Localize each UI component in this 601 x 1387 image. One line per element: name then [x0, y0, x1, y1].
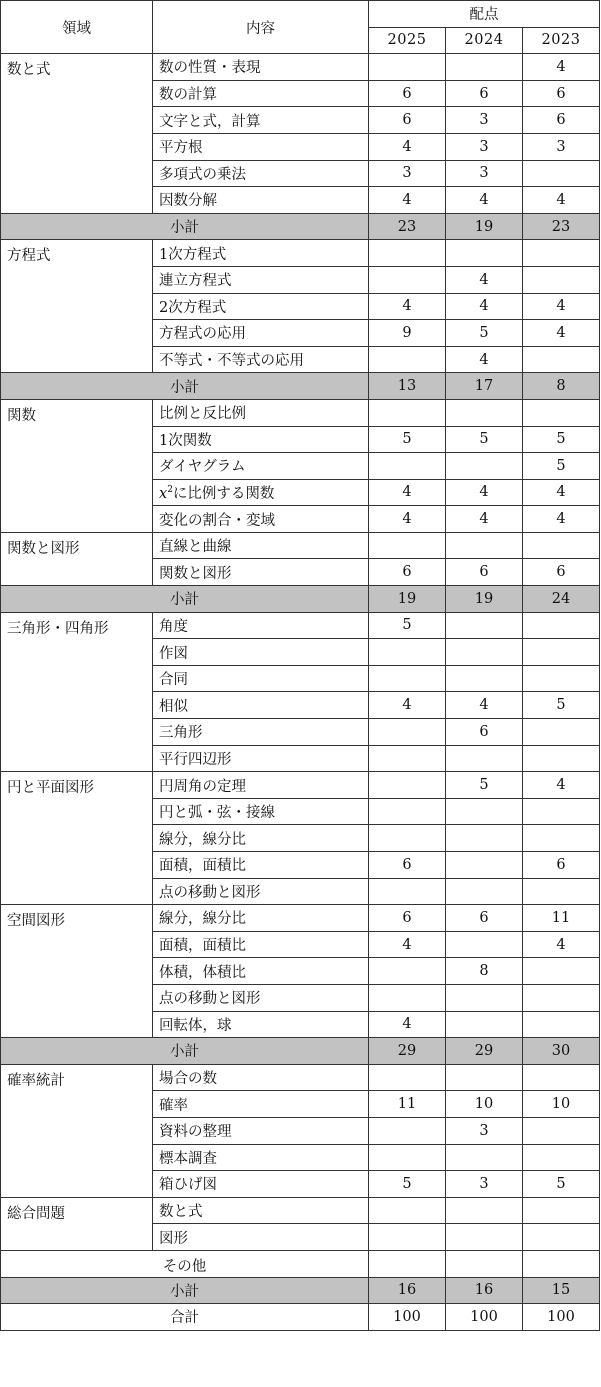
area-cell: 確率統計	[1, 1064, 153, 1197]
score-cell: 3	[446, 133, 523, 160]
subtotal-row	[1, 586, 600, 613]
score-cell: 6	[369, 80, 446, 107]
content-cell: 1次方程式	[153, 240, 369, 267]
score-cell: 6	[523, 80, 600, 107]
score-cell: 5	[523, 692, 600, 719]
score-cell	[523, 665, 600, 692]
score-cell: 5	[523, 1171, 600, 1198]
score-cell: 4	[369, 293, 446, 320]
area-header: 領域	[1, 1, 153, 54]
exponent: 2	[167, 484, 173, 495]
subtotal-value: 16	[369, 1277, 446, 1304]
score-cell	[369, 665, 446, 692]
subtotal-label: 小計	[1, 1038, 369, 1065]
score-cell	[446, 612, 523, 639]
subtotal-label: 小計	[1, 586, 369, 613]
header-row-1	[1, 1, 600, 28]
score-cell	[523, 399, 600, 426]
score-cell	[523, 1117, 600, 1144]
score-cell	[523, 612, 600, 639]
content-cell: 因数分解	[153, 187, 369, 214]
table-row	[1, 532, 600, 559]
total-row	[1, 1304, 600, 1331]
table-row	[1, 1250, 600, 1277]
score-cell: 6	[369, 559, 446, 586]
score-cell	[446, 825, 523, 852]
subtotal-value: 19	[446, 586, 523, 613]
score-cell	[523, 1144, 600, 1171]
subtotal-value: 23	[369, 213, 446, 240]
content-cell: 面積，面積比	[153, 852, 369, 879]
score-cell	[523, 984, 600, 1011]
subtotal-value: 8	[523, 373, 600, 400]
score-cell: 4	[523, 479, 600, 506]
table-row	[1, 54, 600, 81]
subtotal-value: 15	[523, 1277, 600, 1304]
subtotal-label: 小計	[1, 213, 369, 240]
content-cell: 2次方程式	[153, 293, 369, 320]
subtotal-value: 17	[446, 373, 523, 400]
score-cell	[446, 1144, 523, 1171]
score-cell: 4	[523, 772, 600, 799]
area-cell: 三角形・四角形	[1, 612, 153, 772]
subtotal-value: 19	[369, 586, 446, 613]
score-cell	[523, 532, 600, 559]
area-cell: 関数と図形	[1, 532, 153, 585]
score-cell	[369, 54, 446, 81]
subtotal-row	[1, 213, 600, 240]
score-cell	[446, 931, 523, 958]
score-cell: 4	[446, 293, 523, 320]
score-cell: 5	[369, 1171, 446, 1198]
score-cell	[369, 240, 446, 267]
score-cell: 9	[369, 320, 446, 347]
content-cell: 線分，線分比	[153, 905, 369, 932]
content-cell: 三角形	[153, 719, 369, 746]
content-cell: 連立方程式	[153, 266, 369, 293]
content-cell: 方程式の応用	[153, 320, 369, 347]
score-cell	[446, 453, 523, 480]
score-cell	[523, 719, 600, 746]
score-cell	[523, 798, 600, 825]
points-header: 配点	[369, 1, 600, 28]
score-cell	[446, 852, 523, 879]
subtotal-value: 16	[446, 1277, 523, 1304]
score-cell: 6	[523, 559, 600, 586]
score-cell	[369, 1117, 446, 1144]
score-cell: 5	[446, 426, 523, 453]
total-value: 100	[446, 1304, 523, 1331]
total-value: 100	[523, 1304, 600, 1331]
score-cell: 4	[446, 266, 523, 293]
score-cell	[369, 639, 446, 666]
content-cell: 数の計算	[153, 80, 369, 107]
table-row	[1, 905, 600, 932]
score-cell: 5	[369, 426, 446, 453]
score-cell	[523, 1011, 600, 1038]
score-cell: 10	[523, 1091, 600, 1118]
content-cell: 多項式の乗法	[153, 160, 369, 187]
year-header: 2025	[369, 27, 446, 54]
year-header: 2024	[446, 27, 523, 54]
score-cell	[523, 1250, 600, 1277]
content-cell: 点の移動と図形	[153, 984, 369, 1011]
score-cell: 4	[369, 931, 446, 958]
score-cell	[446, 399, 523, 426]
score-cell	[369, 453, 446, 480]
score-cell: 4	[523, 506, 600, 533]
subtotal-value: 23	[523, 213, 600, 240]
content-cell: 直線と曲線	[153, 532, 369, 559]
score-cell: 4	[446, 346, 523, 373]
content-cell: 作図	[153, 639, 369, 666]
score-cell: 4	[446, 692, 523, 719]
content-cell: 箱ひげ図	[153, 1171, 369, 1198]
score-cell: 5	[369, 612, 446, 639]
score-cell: 6	[523, 852, 600, 879]
score-cell: 4	[369, 187, 446, 214]
subtotal-value: 30	[523, 1038, 600, 1065]
area-cell: その他	[1, 1250, 369, 1277]
score-cell	[523, 1197, 600, 1224]
table-row	[1, 240, 600, 267]
content-cell: 1次関数	[153, 426, 369, 453]
area-cell: 総合問題	[1, 1197, 153, 1250]
content-header: 内容	[153, 1, 369, 54]
subtotal-value: 19	[446, 213, 523, 240]
year-header: 2023	[523, 27, 600, 54]
content-cell: 標本調査	[153, 1144, 369, 1171]
content-cell: 図形	[153, 1224, 369, 1251]
variable-symbol: x	[159, 485, 168, 502]
score-cell: 6	[446, 559, 523, 586]
score-cell	[523, 266, 600, 293]
content-cell: 相似	[153, 692, 369, 719]
content-cell: ダイヤグラム	[153, 453, 369, 480]
subtotal-value: 29	[369, 1038, 446, 1065]
score-cell	[446, 1250, 523, 1277]
score-cell: 11	[369, 1091, 446, 1118]
score-cell	[523, 958, 600, 985]
score-cell: 4	[523, 187, 600, 214]
score-cell	[446, 1224, 523, 1251]
score-cell: 4	[446, 479, 523, 506]
content-cell: 円と弧・弦・接線	[153, 798, 369, 825]
score-cell	[446, 798, 523, 825]
score-cell	[523, 1224, 600, 1251]
total-value: 100	[369, 1304, 446, 1331]
score-cell: 8	[446, 958, 523, 985]
subtotal-label: 小計	[1, 373, 369, 400]
score-cell: 6	[446, 905, 523, 932]
total-label: 合計	[1, 1304, 369, 1331]
score-cell	[446, 745, 523, 772]
subtotal-value: 29	[446, 1038, 523, 1065]
content-text: に比例する関数	[172, 485, 275, 502]
score-cell	[369, 1250, 446, 1277]
score-cell: 6	[446, 719, 523, 746]
score-cell	[369, 399, 446, 426]
content-cell: 体積，体積比	[153, 958, 369, 985]
table-body	[1, 54, 600, 1331]
score-cell: 4	[523, 320, 600, 347]
subtotal-row	[1, 1038, 600, 1065]
content-cell: 確率	[153, 1091, 369, 1118]
score-cell: 3	[369, 160, 446, 187]
score-cell: 6	[446, 80, 523, 107]
score-cell	[369, 958, 446, 985]
subtotal-value: 13	[369, 373, 446, 400]
score-cell: 3	[446, 160, 523, 187]
score-cell	[369, 798, 446, 825]
score-cell: 5	[523, 426, 600, 453]
score-cell	[369, 772, 446, 799]
content-cell: 点の移動と図形	[153, 878, 369, 905]
content-cell: 角度	[153, 612, 369, 639]
table-row	[1, 1064, 600, 1091]
subtotal-row	[1, 1277, 600, 1304]
score-cell	[369, 346, 446, 373]
score-cell: 4	[523, 293, 600, 320]
score-cell	[369, 1144, 446, 1171]
score-cell: 3	[446, 1171, 523, 1198]
score-cell	[446, 878, 523, 905]
content-cell: 平行四辺形	[153, 745, 369, 772]
score-cell: 5	[446, 772, 523, 799]
score-cell	[369, 878, 446, 905]
area-cell: 数と式	[1, 54, 153, 214]
table-row	[1, 612, 600, 639]
score-cell	[369, 745, 446, 772]
score-cell	[369, 532, 446, 559]
content-cell: 数の性質・表現	[153, 54, 369, 81]
score-cell	[369, 719, 446, 746]
content-cell: 合同	[153, 665, 369, 692]
score-cell: 3	[523, 133, 600, 160]
score-cell	[369, 1224, 446, 1251]
score-cell: 6	[369, 107, 446, 134]
score-cell	[446, 984, 523, 1011]
score-cell: 6	[369, 852, 446, 879]
score-cell	[523, 1064, 600, 1091]
score-cell: 4	[369, 692, 446, 719]
content-cell: 不等式・不等式の応用	[153, 346, 369, 373]
score-cell	[446, 1064, 523, 1091]
content-cell: 文字と式，計算	[153, 107, 369, 134]
score-cell	[523, 745, 600, 772]
content-cell: 関数と図形	[153, 559, 369, 586]
score-cell	[523, 160, 600, 187]
area-cell: 空間図形	[1, 905, 153, 1038]
score-cell	[369, 1064, 446, 1091]
area-cell: 円と平面図形	[1, 772, 153, 905]
subtotal-row	[1, 373, 600, 400]
score-cell	[446, 1197, 523, 1224]
score-cell	[369, 984, 446, 1011]
content-cell: 面積，面積比	[153, 931, 369, 958]
table-row	[1, 772, 600, 799]
score-cell: 6	[523, 107, 600, 134]
score-cell	[369, 266, 446, 293]
score-cell	[446, 240, 523, 267]
content-cell	[153, 479, 369, 506]
content-cell: 変化の割合・変域	[153, 506, 369, 533]
score-cell	[446, 639, 523, 666]
table-row	[1, 399, 600, 426]
area-cell: 方程式	[1, 240, 153, 373]
score-cell: 4	[523, 54, 600, 81]
content-cell: 線分，線分比	[153, 825, 369, 852]
content-cell: 回転体，球	[153, 1011, 369, 1038]
score-cell	[446, 54, 523, 81]
score-cell	[446, 1011, 523, 1038]
score-cell	[523, 878, 600, 905]
content-cell: 円周角の定理	[153, 772, 369, 799]
score-cell	[523, 240, 600, 267]
score-cell	[369, 1197, 446, 1224]
score-cell: 4	[369, 1011, 446, 1038]
score-cell: 4	[446, 187, 523, 214]
score-cell	[523, 346, 600, 373]
score-cell: 3	[446, 1117, 523, 1144]
score-cell: 6	[369, 905, 446, 932]
score-cell: 5	[523, 453, 600, 480]
table-row	[1, 1197, 600, 1224]
score-cell: 4	[369, 479, 446, 506]
score-cell	[446, 665, 523, 692]
content-cell: 比例と反比例	[153, 399, 369, 426]
score-cell	[369, 825, 446, 852]
score-cell: 10	[446, 1091, 523, 1118]
content-cell: 数と式	[153, 1197, 369, 1224]
score-cell: 4	[523, 931, 600, 958]
score-cell: 11	[523, 905, 600, 932]
subtotal-value: 24	[523, 586, 600, 613]
score-cell: 5	[446, 320, 523, 347]
score-cell	[523, 825, 600, 852]
content-cell: 場合の数	[153, 1064, 369, 1091]
score-cell: 3	[446, 107, 523, 134]
content-cell: 平方根	[153, 133, 369, 160]
score-cell	[523, 639, 600, 666]
score-cell: 4	[446, 506, 523, 533]
subtotal-label: 小計	[1, 1277, 369, 1304]
score-cell: 4	[369, 133, 446, 160]
content-cell: 資料の整理	[153, 1117, 369, 1144]
area-cell: 関数	[1, 399, 153, 532]
score-cell	[446, 532, 523, 559]
score-cell: 4	[369, 506, 446, 533]
